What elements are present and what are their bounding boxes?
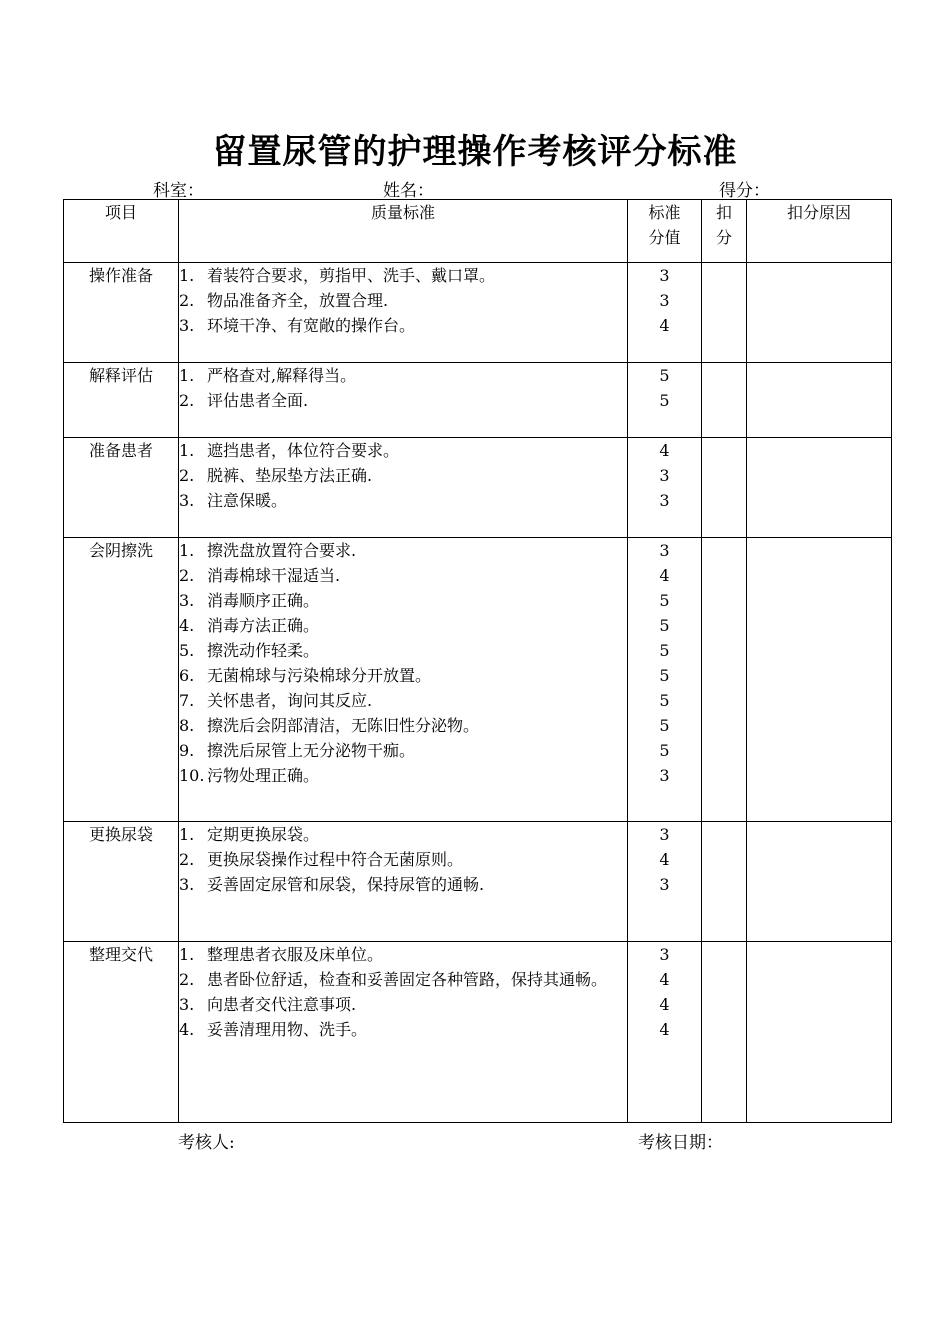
header-standard-score-line2: 分值 bbox=[648, 228, 681, 247]
criteria-cell bbox=[179, 363, 628, 438]
criteria-text: 更换尿袋操作过程中符合无菌原则。 bbox=[207, 850, 464, 869]
criteria-list bbox=[179, 263, 627, 338]
category-cell: 整理交代 bbox=[64, 942, 179, 1123]
page-title: 留置尿管的护理操作考核评分标准 bbox=[212, 132, 738, 172]
standard-score-value: 4 bbox=[659, 566, 670, 585]
deduction-cell[interactable] bbox=[702, 363, 747, 438]
deduction-cell[interactable] bbox=[702, 942, 747, 1123]
standard-score-value: 5 bbox=[659, 366, 670, 385]
criteria-number: 2. bbox=[179, 391, 195, 410]
standard-score-value: 5 bbox=[659, 616, 670, 635]
table-row bbox=[64, 363, 892, 438]
standard-score-value: 5 bbox=[659, 666, 670, 685]
standard-score-value: 3 bbox=[659, 466, 670, 485]
deduction-cell[interactable] bbox=[702, 263, 747, 363]
criteria-item bbox=[179, 488, 627, 513]
criteria-text: 擦洗后尿管上无分泌物干痂。 bbox=[207, 741, 416, 760]
deduction-cell[interactable] bbox=[702, 538, 747, 822]
standard-score-cell bbox=[628, 263, 702, 363]
criteria-text: 擦洗后会阴部清洁，无陈旧性分泌物。 bbox=[207, 716, 480, 735]
score-label: 得分： bbox=[719, 181, 770, 201]
criteria-cell bbox=[179, 942, 628, 1123]
criteria-list bbox=[179, 538, 627, 788]
deduction-reason-cell[interactable] bbox=[747, 942, 892, 1123]
criteria-number: 3. bbox=[179, 591, 195, 610]
criteria-cell bbox=[179, 822, 628, 942]
category-cell: 准备患者 bbox=[64, 438, 179, 538]
criteria-text: 妥善固定尿管和尿袋，保持尿管的通畅. bbox=[207, 875, 485, 894]
criteria-cell bbox=[179, 263, 628, 363]
criteria-cell bbox=[179, 438, 628, 538]
criteria-number: 6. bbox=[179, 666, 195, 685]
deduction-cell[interactable] bbox=[702, 438, 747, 538]
criteria-text: 无菌棉球与污染棉球分开放置。 bbox=[207, 666, 432, 685]
criteria-number: 1. bbox=[179, 266, 195, 285]
criteria-number: 8. bbox=[179, 716, 195, 735]
criteria-item bbox=[179, 1017, 627, 1042]
standard-score-cell bbox=[628, 438, 702, 538]
standard-score-value: 3 bbox=[659, 291, 670, 310]
criteria-number: 9. bbox=[179, 741, 195, 760]
deduction-reason-cell[interactable] bbox=[747, 538, 892, 822]
standard-score-cell bbox=[628, 822, 702, 942]
criteria-item bbox=[179, 538, 627, 563]
standard-score-value: 5 bbox=[659, 691, 670, 710]
standard-score-value: 4 bbox=[659, 995, 670, 1014]
criteria-number: 7. bbox=[179, 691, 195, 710]
criteria-item bbox=[179, 967, 627, 992]
standard-score-cell bbox=[628, 363, 702, 438]
criteria-text: 定期更换尿袋。 bbox=[207, 825, 320, 844]
criteria-number: 4. bbox=[179, 1020, 195, 1039]
standard-score-value: 5 bbox=[659, 741, 670, 760]
standard-score-value: 4 bbox=[659, 970, 670, 989]
category-cell: 解释评估 bbox=[64, 363, 179, 438]
criteria-text: 污物处理正确。 bbox=[207, 766, 320, 785]
examiner-label: 考核人: bbox=[178, 1133, 235, 1153]
criteria-list bbox=[179, 942, 627, 1042]
deduction-reason-cell[interactable] bbox=[747, 438, 892, 538]
criteria-number: 10. bbox=[179, 766, 205, 785]
criteria-number: 2. bbox=[179, 850, 195, 869]
criteria-number: 1. bbox=[179, 825, 195, 844]
table-header-row bbox=[64, 200, 892, 263]
criteria-item bbox=[179, 992, 627, 1017]
criteria-cell bbox=[179, 538, 628, 822]
criteria-text: 着装符合要求，剪指甲、洗手、戴口罩。 bbox=[207, 266, 496, 285]
header-standard-score-line1: 标准 bbox=[648, 203, 681, 222]
standard-score-value: 5 bbox=[659, 591, 670, 610]
criteria-number: 1. bbox=[179, 441, 195, 460]
criteria-item bbox=[179, 763, 627, 788]
category-cell: 更换尿袋 bbox=[64, 822, 179, 942]
category-cell: 会阴擦洗 bbox=[64, 538, 179, 822]
standard-score-value: 3 bbox=[659, 541, 670, 560]
criteria-number: 3. bbox=[179, 316, 195, 335]
table-row bbox=[64, 438, 892, 538]
criteria-item bbox=[179, 313, 627, 338]
scoring-table bbox=[63, 199, 892, 1123]
criteria-text: 评估患者全面. bbox=[207, 391, 309, 410]
header-standard-score bbox=[628, 200, 702, 263]
criteria-item bbox=[179, 438, 627, 463]
criteria-item bbox=[179, 847, 627, 872]
standard-score-value: 3 bbox=[659, 875, 670, 894]
deduction-reason-cell[interactable] bbox=[747, 822, 892, 942]
criteria-number: 1. bbox=[179, 945, 195, 964]
standard-score-value: 4 bbox=[659, 316, 670, 335]
criteria-item bbox=[179, 663, 627, 688]
header-criteria: 质量标准 bbox=[179, 200, 628, 263]
standard-score-value: 4 bbox=[659, 850, 670, 869]
criteria-text: 物品准备齐全，放置合理. bbox=[207, 291, 389, 310]
header-deduction-reason: 扣分原因 bbox=[747, 200, 892, 263]
department-label: 科室： bbox=[153, 181, 204, 201]
exam-date-label: 考核日期： bbox=[638, 1133, 723, 1153]
criteria-item bbox=[179, 738, 627, 763]
criteria-list bbox=[179, 363, 627, 413]
standard-score-value: 5 bbox=[659, 391, 670, 410]
criteria-number: 2. bbox=[179, 291, 195, 310]
standard-score-value: 3 bbox=[659, 766, 670, 785]
standard-score-value: 4 bbox=[659, 1020, 670, 1039]
category-cell: 操作准备 bbox=[64, 263, 179, 363]
criteria-number: 5. bbox=[179, 641, 195, 660]
criteria-text: 擦洗盘放置符合要求. bbox=[207, 541, 357, 560]
criteria-text: 注意保暖。 bbox=[207, 491, 288, 510]
standard-score-cell bbox=[628, 538, 702, 822]
table-row bbox=[64, 263, 892, 363]
criteria-text: 遮挡患者，体位符合要求。 bbox=[207, 441, 400, 460]
header-item: 项目 bbox=[64, 200, 179, 263]
criteria-text: 关怀患者，询问其反应. bbox=[207, 691, 373, 710]
criteria-item bbox=[179, 588, 627, 613]
criteria-item bbox=[179, 638, 627, 663]
standard-score-value: 5 bbox=[659, 641, 670, 660]
criteria-item bbox=[179, 613, 627, 638]
criteria-item bbox=[179, 688, 627, 713]
criteria-number: 2. bbox=[179, 566, 195, 585]
criteria-item bbox=[179, 822, 627, 847]
table-row bbox=[64, 942, 892, 1123]
criteria-text: 妥善清理用物、洗手。 bbox=[207, 1020, 368, 1039]
header-deduction bbox=[702, 200, 747, 263]
criteria-item bbox=[179, 942, 627, 967]
criteria-item bbox=[179, 713, 627, 738]
criteria-number: 1. bbox=[179, 366, 195, 385]
criteria-number: 2. bbox=[179, 466, 195, 485]
criteria-text: 消毒棉球干湿适当. bbox=[207, 566, 341, 585]
criteria-text: 消毒顺序正确。 bbox=[207, 591, 320, 610]
criteria-number: 3. bbox=[179, 875, 195, 894]
standard-score-value: 3 bbox=[659, 491, 670, 510]
standard-score-value: 5 bbox=[659, 716, 670, 735]
criteria-text: 环境干净、有宽敞的操作台。 bbox=[207, 316, 416, 335]
criteria-text: 严格查对,解释得当。 bbox=[207, 366, 357, 385]
criteria-item bbox=[179, 263, 627, 288]
header-deduction-line1: 扣 bbox=[715, 203, 732, 222]
criteria-item bbox=[179, 288, 627, 313]
header-deduction-line2: 分 bbox=[715, 228, 732, 247]
criteria-list bbox=[179, 822, 627, 897]
criteria-number: 1. bbox=[179, 541, 195, 560]
deduction-reason-cell[interactable] bbox=[747, 263, 892, 363]
criteria-text: 整理患者衣服及床单位。 bbox=[207, 945, 384, 964]
criteria-number: 2. bbox=[179, 970, 195, 989]
standard-score-value: 3 bbox=[659, 945, 670, 964]
standard-score-value: 4 bbox=[659, 441, 670, 460]
standard-score-cell bbox=[628, 942, 702, 1123]
standard-score-value: 3 bbox=[659, 266, 670, 285]
criteria-number: 4. bbox=[179, 616, 195, 635]
criteria-item bbox=[179, 872, 627, 897]
table-row bbox=[64, 822, 892, 942]
criteria-text: 消毒方法正确。 bbox=[207, 616, 320, 635]
criteria-number: 3. bbox=[179, 995, 195, 1014]
criteria-text: 向患者交代注意事项. bbox=[207, 995, 357, 1014]
deduction-reason-cell[interactable] bbox=[747, 363, 892, 438]
criteria-text: 擦洗动作轻柔。 bbox=[207, 641, 320, 660]
standard-score-value: 3 bbox=[659, 825, 670, 844]
deduction-cell[interactable] bbox=[702, 822, 747, 942]
criteria-item bbox=[179, 388, 627, 413]
criteria-number: 3. bbox=[179, 491, 195, 510]
criteria-list bbox=[179, 438, 627, 513]
criteria-text: 脱裤、垫尿垫方法正确. bbox=[207, 466, 373, 485]
criteria-text: 患者卧位舒适，检查和妥善固定各种管路，保持其通畅。 bbox=[207, 970, 608, 989]
criteria-item bbox=[179, 563, 627, 588]
criteria-item bbox=[179, 363, 627, 388]
table-row bbox=[64, 538, 892, 822]
criteria-item bbox=[179, 463, 627, 488]
name-label: 姓名： bbox=[383, 181, 434, 201]
